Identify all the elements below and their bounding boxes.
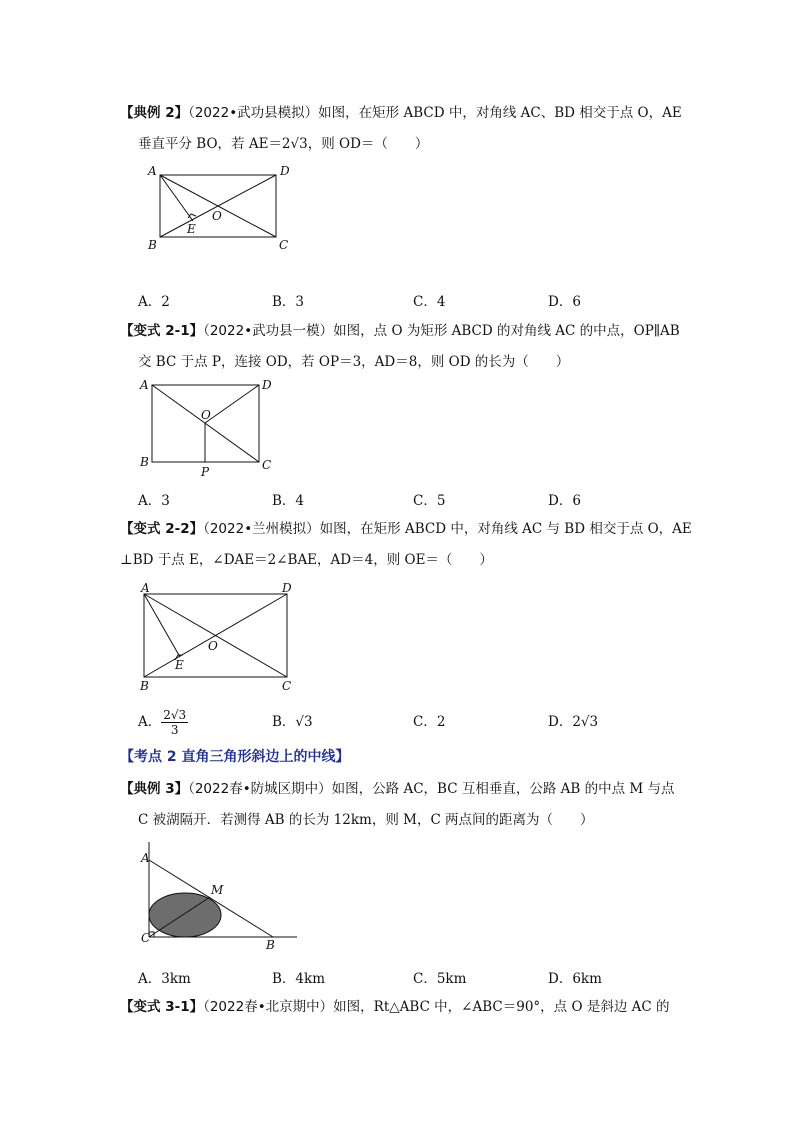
v22-source: （2022•兰州模拟） xyxy=(203,521,320,537)
v21-option-a[interactable]: A．3 xyxy=(138,493,170,509)
ex2-option-b[interactable]: B．3 xyxy=(272,294,305,310)
v22-question-line2 xyxy=(120,551,493,569)
v22-option-c[interactable]: C．2 xyxy=(413,714,446,730)
v22-label-c: C xyxy=(282,679,292,693)
v22-option-a[interactable] xyxy=(138,708,188,737)
ex3-tag: 【典例 3】 xyxy=(120,781,189,797)
ex3-label-a: A xyxy=(141,851,150,865)
v21-label-a: A xyxy=(140,378,149,392)
v21-option-d[interactable]: D．6 xyxy=(548,493,581,509)
ex2-options xyxy=(138,290,698,310)
v22-question-line1 xyxy=(120,520,692,538)
v22-text-line1: 如图，在矩形 ABCD 中，对角线 AC 与 BD 相交于点 O，AE xyxy=(319,521,692,537)
v21-tag: 【变式 2-1】 xyxy=(120,323,204,339)
v22-option-d[interactable]: D．2√3 xyxy=(548,714,599,730)
v21-label-d: D xyxy=(262,378,272,392)
v31-text-line1: 如图，Rt△ABC 中，∠ABC＝90°，点 O 是斜边 AC 的 xyxy=(333,999,670,1015)
v22-segment-ae xyxy=(144,594,180,657)
ex2-text-line1: 如图，在矩形 ABCD 中，对角线 AC、BD 相交于点 O，AE xyxy=(318,105,682,121)
v31-question-line1 xyxy=(120,998,670,1016)
section-heading: 【考点 2 直角三角形斜边上的中线】 xyxy=(120,749,350,765)
ex2-right-angle-mark xyxy=(188,214,196,218)
ex2-option-d[interactable]: D．6 xyxy=(548,294,581,310)
v21-source: （2022•武功县一模） xyxy=(203,323,334,339)
v22-options xyxy=(138,704,698,736)
v22-label-a: A xyxy=(141,581,150,595)
v22-label-e: E xyxy=(175,658,184,672)
ex2-figure xyxy=(140,160,310,255)
ex3-text-line2: C 被湖隔开．若测得 AB 的长为 12km，则 M，C 两点间的距离为（ ） xyxy=(138,812,594,828)
ex2-option-c[interactable]: C．4 xyxy=(413,294,446,310)
v22-label-d: D xyxy=(282,581,292,595)
ex2-label-b: B xyxy=(148,238,157,252)
v31-tag: 【变式 3-1】 xyxy=(120,999,204,1015)
v21-label-b: B xyxy=(140,455,149,469)
v21-option-b[interactable]: B．4 xyxy=(272,493,305,509)
ex2-source: （2022•武功县模拟） xyxy=(188,105,319,121)
ex3-option-b[interactable]: B．4km xyxy=(272,971,325,987)
ex3-option-a[interactable]: A．3km xyxy=(138,971,191,987)
ex2-label-c: C xyxy=(279,238,289,252)
ex2-text-line2: 垂直平分 BO，若 AE＝2√3，则 OD＝（ ） xyxy=(138,136,429,152)
v22-figure xyxy=(132,576,307,696)
v21-label-p: P xyxy=(201,465,210,479)
v22-option-a-fraction xyxy=(161,708,188,737)
ex2-option-a[interactable]: A．2 xyxy=(138,294,170,310)
v21-label-o: O xyxy=(201,408,211,422)
v21-option-c[interactable]: C．5 xyxy=(413,493,446,509)
v31-source: （2022春•北京期中） xyxy=(203,999,334,1015)
v22-option-a-prefix: A． xyxy=(138,714,162,730)
v22-option-a-numerator: 2√3 xyxy=(163,708,187,722)
v21-segment-od xyxy=(205,385,259,423)
ex3-figure xyxy=(135,840,310,952)
ex3-option-c[interactable]: C．5km xyxy=(413,971,467,987)
ex2-question-line1 xyxy=(120,104,682,122)
ex2-label-e: E xyxy=(187,222,196,236)
ex2-label-o: O xyxy=(212,209,222,223)
ex2-question-line2 xyxy=(138,135,428,153)
ex3-options xyxy=(138,967,698,987)
v22-tag: 【变式 2-2】 xyxy=(120,521,204,537)
v21-question-line2 xyxy=(138,353,569,371)
ex3-source: （2022春•防城区期中） xyxy=(188,781,332,797)
v21-label-c: C xyxy=(262,458,272,472)
v22-option-b[interactable]: B．√3 xyxy=(272,714,313,730)
ex2-tag: 【典例 2】 xyxy=(120,105,189,121)
ex2-label-a: A xyxy=(148,164,157,178)
v21-options xyxy=(138,489,698,509)
ex3-option-d[interactable]: D．6km xyxy=(548,971,602,987)
v22-text-line2: ⊥BD 于点 E，∠DAE＝2∠BAE，AD＝4，则 OE＝（ ） xyxy=(120,552,493,568)
ex2-segment-ae xyxy=(160,175,193,221)
v21-figure xyxy=(135,374,295,482)
v22-label-o: O xyxy=(208,639,218,653)
ex3-text-line1: 如图，公路 AC，BC 互相垂直，公路 AB 的中点 M 与点 xyxy=(331,781,675,797)
ex3-label-m: M xyxy=(211,883,224,897)
v22-option-a-denominator: 3 xyxy=(170,723,179,737)
v21-text-line2: 交 BC 于点 P，连接 OD，若 OP＝3，AD＝8，则 OD 的长为（ ） xyxy=(138,354,570,370)
ex3-question-line2 xyxy=(138,811,594,829)
v21-text-line1: 如图，点 O 为矩形 ABCD 的对角线 AC 的中点，OP∥AB xyxy=(333,323,680,339)
ex2-label-d: D xyxy=(280,164,290,178)
ex3-label-b: B xyxy=(266,938,275,952)
v22-label-b: B xyxy=(140,679,149,693)
ex3-question-line1 xyxy=(120,780,675,798)
ex3-label-c: C xyxy=(141,931,151,945)
v21-question-line1 xyxy=(120,322,680,340)
